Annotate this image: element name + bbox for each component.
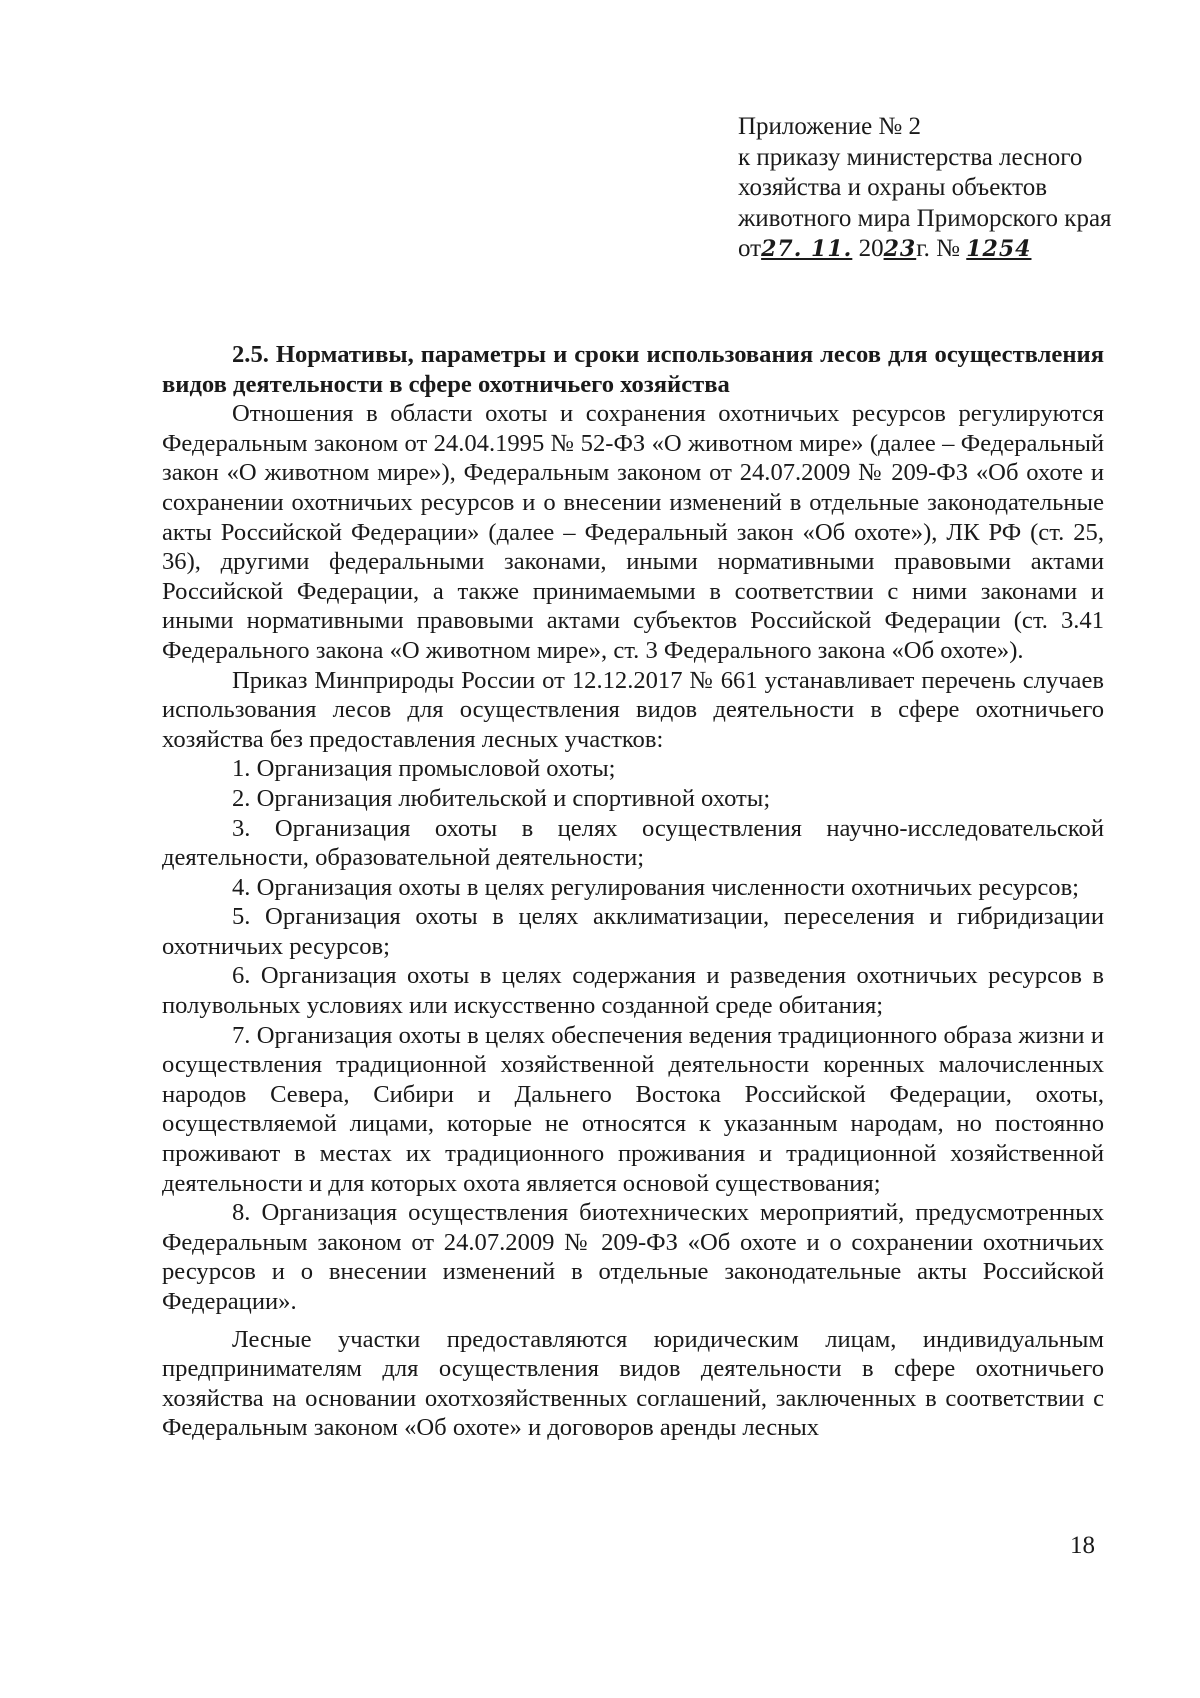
page-number: 18: [1070, 1532, 1095, 1559]
list-item: 5. Организация охоты в целях акклиматизации, переселения и гибридизации охотничьих ресурсов;: [162, 903, 1104, 960]
section-heading: 2.5. Нормативы, параметры и сроки использования лесов для осуществления видов деятельности в сфере охотничьего хозяйства: [162, 341, 1104, 398]
list-item: 1. Организация промысловой охоты;: [232, 755, 616, 783]
list-item: 3. Организация охоты в целях осуществления научно-исследовательской деятельности, образовательной деятельности;: [162, 814, 1104, 872]
appendix-header: [738, 112, 1138, 265]
paragraph-order-intro: Приказ Минприроды России от 12.12.2017 № 661 устанавливает перечень случаев использования лесов для осуществления видов деятельности в сфере охотничьего хозяйства без предоставления лесных участков:: [162, 666, 1104, 753]
appendix-date-line: [738, 234, 1138, 265]
list-item: 2. Организация любительской и спортивной охоты;: [232, 784, 771, 812]
appendix-title: Приложение № 2: [738, 113, 922, 140]
list-item: 8. Организация осуществления биотехнических мероприятий, предусмотренных Федеральным законом от 24.07.2009 № 209-ФЗ «Об охоте и о сохранении охотничьих ресурсов и о внесении изменений в отдельные законодательные акты Российской Федерации».: [162, 1199, 1104, 1315]
handwritten-order-number: 1254: [966, 236, 1032, 262]
year-prefix: 20: [858, 235, 884, 262]
paragraph-legal-basis: Отношения в области охоты и сохранения охотничьих ресурсов регулируются Федеральным законом от 24.04.1995 № 52-ФЗ «О животном мире» (далее – Федеральный закон «О животном мире»), Федеральным законом от 24.07.2009 № 209-ФЗ «Об охоте и сохранении охотничьих ресурсов и о внесении изменений в отдельные законодательные акты Российской Федерации» (далее – Федеральный закон «Об охоте»), ЛК РФ (ст. 25, 36), другими федеральными законами, иными нормативными правовыми актами Российской Федерации, а также принимаемыми в соответствии с ними законами и иными нормативными правовыми актами субъектов Российской Федерации (ст. 3.41 Федерального закона «О животном мире», ст. 3 Федерального закона «Об охоте»).: [162, 400, 1104, 664]
date-prefix: от: [738, 235, 762, 262]
handwritten-year: 23: [883, 236, 917, 262]
list-item: 6. Организация охоты в целях содержания и разведения охотничьих ресурсов в полувольных условиях или искусственно созданной среде обитания;: [162, 962, 1104, 1020]
list-item: 7. Организация охоты в целях обеспечения ведения традиционного образа жизни и осуществления традиционной хозяйственной деятельности коренных малочисленных народов Севера, Сибири и Дальнего Востока Российской Федерации, охоты, осуществляемой лицами, которые не относятся к указанным народам, но постоянно проживают в местах их традиционного проживания и традиционной хозяйственной деятельности и для которых охота является основой существования;: [162, 1021, 1104, 1197]
paragraph-forest-plots: Лесные участки предоставляются юридическим лицам, индивидуальным предпринимателям для осуществления видов деятельности в сфере охотничьего хозяйства на основании охотхозяйственных соглашений, заключенных в соответствии с Федеральным законом «Об охоте» и договоров аренды лесных: [162, 1325, 1104, 1442]
appendix-line: животного мира Приморского края: [738, 204, 1112, 232]
number-prefix: г. №: [916, 235, 960, 262]
handwritten-date: 27. 11.: [761, 236, 853, 262]
document-body: [162, 340, 1104, 1443]
appendix-line: к приказу министерства лесного: [738, 143, 1083, 171]
list-item: 4. Организация охоты в целях регулирования численности охотничьих ресурсов;: [232, 873, 1080, 901]
appendix-line: хозяйства и охраны объектов: [738, 174, 1048, 201]
